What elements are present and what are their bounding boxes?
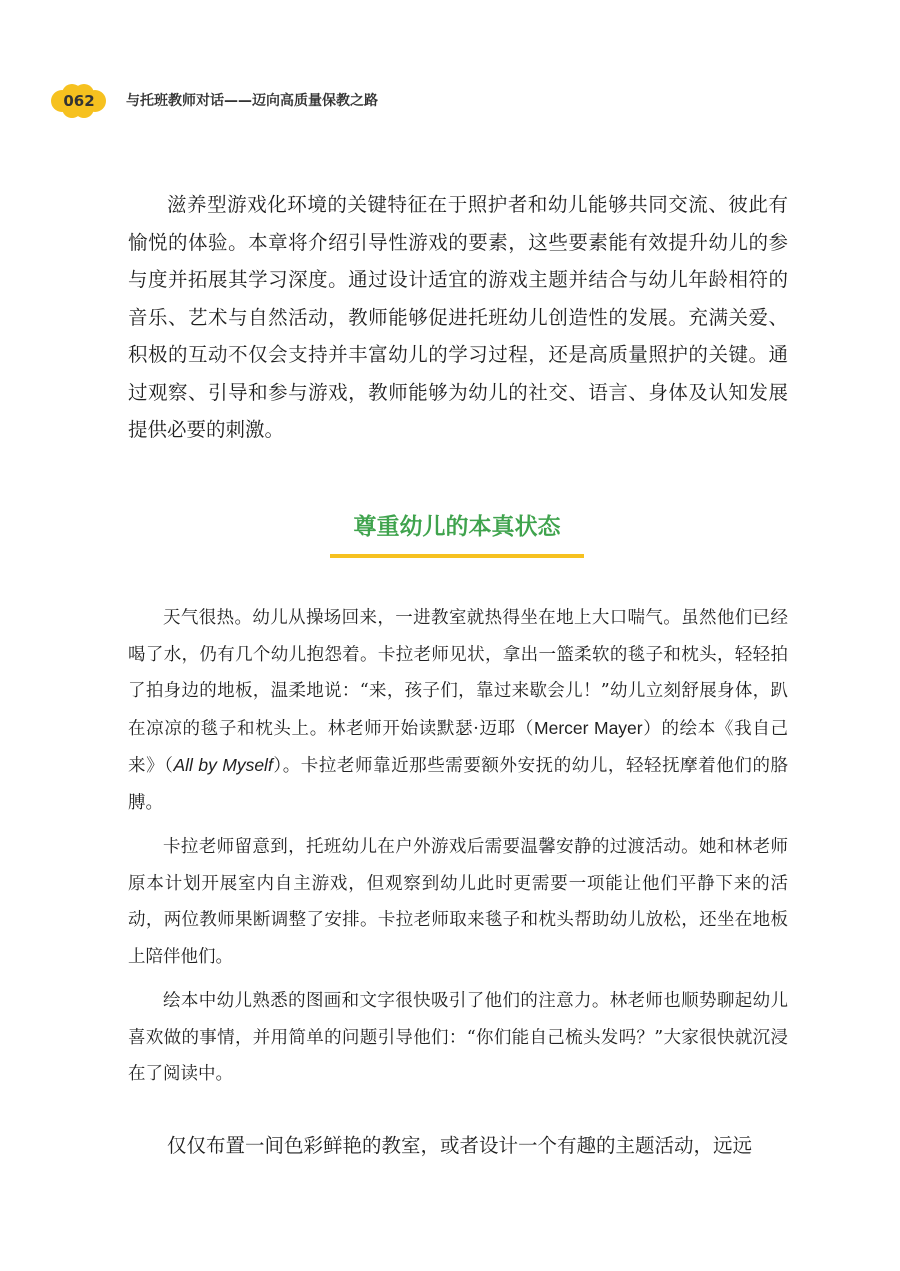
story-paragraph-3: 绘本中幼儿熟悉的图画和文字很快吸引了他们的注意力。林老师也顺势聊起幼儿喜欢做的事情，并用简单的问题引导他们：“你们能自己梳头发吗？”大家很快就沉浸在了阅读中。	[128, 991, 788, 1084]
section-heading	[330, 510, 584, 558]
story-paragraph-1	[128, 600, 788, 821]
story-text: 天气很热。幼儿从操场回来，一进教室就热得坐在地上大口喘气。虽然他们已经喝了水，仍有几个幼儿抱怨着。卡拉老师见状，拿出一篮柔软的毯子和枕头，轻轻拍了拍身边的地板，温柔地说：“来，孩子们，靠过来歇会儿！”幼儿立刻舒展身体，趴在凉凉的毯子和枕头上。林老师开始读默瑟·迈耶（	[128, 608, 788, 739]
story-text: ）的绘本《我自己来》（	[128, 718, 788, 776]
book-title: All by Myself	[173, 755, 273, 775]
story-paragraph-2: 卡拉老师留意到，托班幼儿在户外游戏后需要温馨安静的过渡活动。她和林老师原本计划开展室内自主游戏，但观察到幼儿此时更需要一项能让他们平静下来的活动，两位教师果断调整了安排。卡拉老师取来毯子和枕头帮助幼儿放松，还坐在地板上陪伴他们。	[128, 837, 788, 967]
section-title: 尊重幼儿的本真状态	[353, 514, 561, 540]
section-underline	[330, 554, 584, 558]
closing-paragraph: 仅仅布置一间色彩鲜艳的教室，或者设计一个有趣的主题活动，远远	[167, 1134, 753, 1157]
page-number-badge	[50, 84, 108, 118]
page-number: 062	[63, 92, 95, 110]
running-title: 与托班教师对话——迈向高质量保教之路	[126, 93, 378, 109]
intro-paragraph: 滋养型游戏化环境的关键特征在于照护者和幼儿能够共同交流、彼此有愉悦的体验。本章将介绍引导性游戏的要素，这些要素能有效提升幼儿的参与度并拓展其学习深度。通过设计适宜的游戏主题并结合与幼儿年龄相符的音乐、艺术与自然活动，教师能够促进托班幼儿创造性的发展。充满关爱、积极的互动不仅会支持并丰富幼儿的学习过程，还是高质量照护的关键。通过观察、引导和参与游戏，教师能够为幼儿的社交、语言、身体及认知发展提供必要的刺激。	[128, 193, 788, 441]
author-name: Mercer Mayer	[534, 717, 643, 738]
page-header	[50, 84, 650, 118]
story-text: ）。卡拉老师靠近那些需要额外安抚的幼儿，轻轻抚摩着他们的胳膊。	[128, 756, 789, 813]
